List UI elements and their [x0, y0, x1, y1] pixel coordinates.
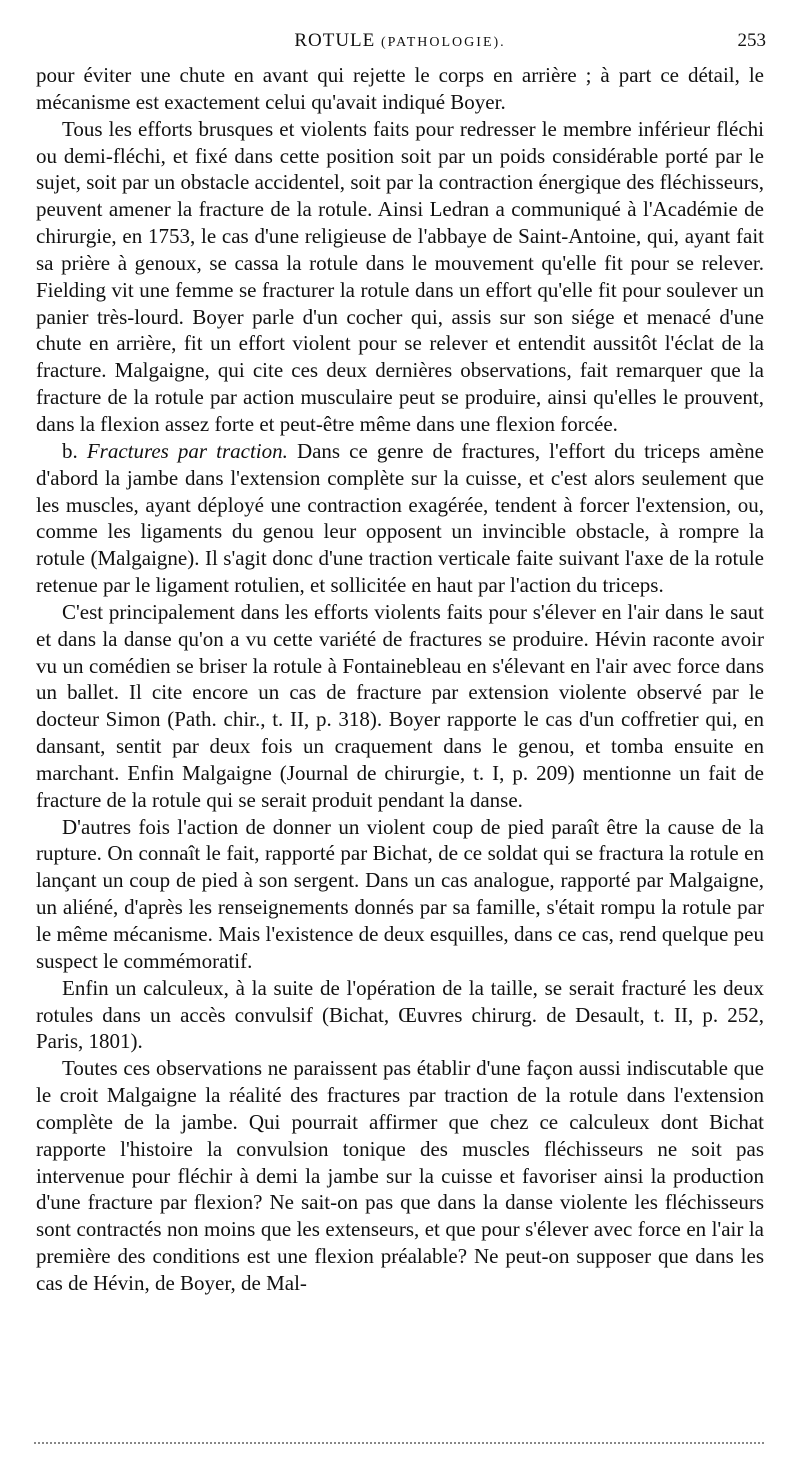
- section-marker: b.: [62, 438, 87, 463]
- paragraph-3: [36, 438, 764, 599]
- footer-dotted-rule: [34, 1442, 764, 1444]
- body-text: [36, 62, 764, 1297]
- paragraph-1: pour éviter une chute en avant qui rejette le corps en arrière ; à part ce détail, le mécanisme est exactement celui qu'avait indiqué Boyer.: [36, 63, 764, 114]
- paragraph-2: Tous les efforts brusques et violents faits pour redresser le membre inférieur fléchi ou demi-fléchi, et fixé dans cette position soit par un poids considérable porté par le sujet, soit par un obstacle accidentel, soit par la contraction énergique des fléchisseurs, peuvent amener la fracture de la rotule. Ainsi Ledran a communiqué à l'Académie de chirurgie, en 1753, le cas d'une religieuse de l'abbaye de Saint-Antoine, qui, ayant fait sa prière à genoux, se cassa la rotule dans le mouvement qu'elle fit pour se relever. Fielding vit une femme se fracturer la rotule dans un effort qu'elle fit pour soulever un panier très-lourd. Boyer parle d'un cocher qui, assis sur son siége et menacé d'une chute en arrière, fit un effort violent pour se relever et entendit aussitôt l'éclat de la fracture. Malgaigne, qui cite ces deux dernières observations, fait remarquer que la fracture de la rotule par action musculaire peut se produire, ainsi qu'elles le prouvent, dans la flexion assez forte et peut-être même dans une flexion forcée.: [36, 116, 764, 436]
- section-heading: Fractures par traction.: [86, 438, 288, 463]
- running-header: [0, 30, 800, 58]
- header-subtitle: (PATHOLOGIE).: [381, 35, 506, 50]
- running-title: [0, 30, 800, 52]
- paragraph-4: C'est principalement dans les efforts violents faits pour s'élever en l'air dans le saut et dans la danse qu'on a vu cette variété de fractures se produire. Hévin raconte avoir vu un comédien se briser la rotule à Fontainebleau en s'élevant en l'air avec force dans un ballet. Il cite encore un cas de fracture par extension violente observé par le docteur Simon (Path. chir., t. II, p. 318). Boyer rapporte le cas d'un coffretier qui, en dansant, sentit par deux fois un craquement dans le genou, et tomba ensuite en marchant. Enfin Malgaigne (Journal de chirurgie, t. I, p. 209) mentionne un fait de fracture de la rotule qui se serait produit pendant la danse.: [36, 599, 764, 812]
- paragraph-7: Toutes ces observations ne paraissent pas établir d'une façon aussi indiscutable que le croit Malgaigne la réalité des fractures par traction de la rotule dans l'extension complète de la jambe. Qui pourrait affirmer que chez ce calculeux dont Bichat rapporte l'histoire la convulsion tonique des muscles fléchisseurs ne soit pas intervenue pour fléchir à demi la jambe sur la cuisse et favoriser ainsi la production d'une fracture par flexion? Ne sait-on pas que dans la danse violente les fléchisseurs sont contractés non moins que les extenseurs, et que pour s'élever avec force en l'air la première des conditions est une flexion préalable? Ne peut-on supposer que dans les cas de Hévin, de Boyer, de Mal-: [36, 1056, 764, 1295]
- header-title: ROTULE: [294, 30, 376, 51]
- paragraph-5: D'autres fois l'action de donner un violent coup de pied paraît être la cause de la rupture. On connaît le fait, rapporté par Bichat, de ce soldat qui se fractura la rotule en lançant un coup de pied à son sergent. Dans un cas analogue, rapporté par Malgaigne, un aliéné, d'après les renseignements donnés par sa famille, s'était rompu la rotule par le même mécanisme. Mais l'existence de deux esquilles, dans ce cas, rend quelque peu suspect le commémoratif.: [36, 814, 764, 973]
- paragraph-3-text: Dans ce genre de fractures, l'effort du triceps amène d'abord la jambe dans l'extension complète sur la cuisse, et c'est alors seulement que les muscles, ayant déployé une contraction exagérée, tendent à forcer l'extension, ou, comme les ligaments du genou leur opposent un invincible obstacle, à rompre la rotule (Malgaigne). Il s'agit donc d'une traction verticale faite suivant l'axe de la rotule retenue par le ligament rotulien, et sollicitée en haut par l'action du triceps.: [36, 438, 764, 598]
- paragraph-6: Enfin un calculeux, à la suite de l'opération de la taille, se serait fracturé les deux rotules dans un accès convulsif (Bichat, Œuvres chirurg. de Desault, t. II, p. 252, Paris, 1801).: [36, 975, 764, 1054]
- page-number: 253: [737, 30, 766, 51]
